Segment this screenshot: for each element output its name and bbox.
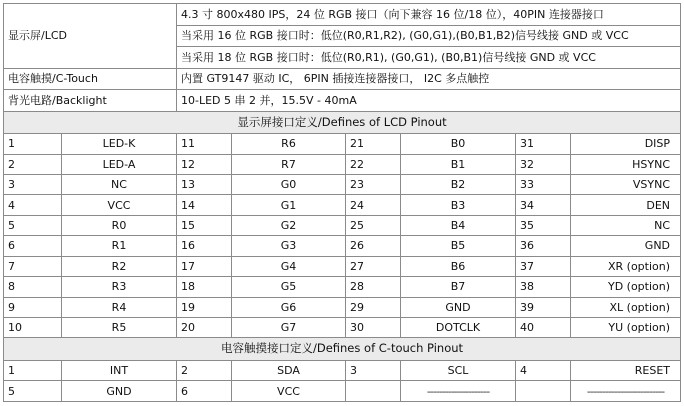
pin-number: 22 (346, 154, 401, 174)
pin-signal: R0 (62, 215, 177, 235)
pin-number: 18 (177, 277, 232, 297)
pin-number: 3 (4, 174, 62, 194)
display-spec-line: 当采用 16 位 RGB 接口时：低位(R0,R1,R2), (G0,G1),(B0,B1,B2)信号线接 GND 或 VCC (177, 25, 681, 47)
pin-signal: DISP (571, 134, 681, 154)
pin-number: 5 (4, 381, 62, 402)
pin-signal: GND (62, 381, 177, 402)
pin-number: 40 (516, 318, 571, 338)
pin-number: 6 (4, 236, 62, 256)
pin-number: 6 (177, 381, 232, 402)
pin-number: 23 (346, 174, 401, 194)
pin-signal: G2 (232, 215, 346, 235)
pin-number: 26 (346, 236, 401, 256)
pin-number: 24 (346, 195, 401, 215)
pin-number: 13 (177, 174, 232, 194)
pin-number: 39 (516, 297, 571, 317)
pin-signal: B5 (401, 236, 516, 256)
pin-signal: G1 (232, 195, 346, 215)
pin-number: 8 (4, 277, 62, 297)
pin-number: 36 (516, 236, 571, 256)
pin-signal: VCC (232, 381, 346, 402)
pin-number: 7 (4, 256, 62, 276)
pin-signal: B0 (401, 134, 516, 154)
pin-signal: LED-A (62, 154, 177, 174)
pin-signal: YD (option) (571, 277, 681, 297)
pin-signal: B7 (401, 277, 516, 297)
pin-number: 37 (516, 256, 571, 276)
pin-number: 34 (516, 195, 571, 215)
pin-signal: YU (option) (571, 318, 681, 338)
pin-number: 16 (177, 236, 232, 256)
pin-number: 30 (346, 318, 401, 338)
pin-number: 35 (516, 215, 571, 235)
pin-signal: DOTCLK (401, 318, 516, 338)
pin-number: 1 (4, 134, 62, 154)
pin-number (516, 381, 571, 402)
pin-number: 28 (346, 277, 401, 297)
pin-signal: B6 (401, 256, 516, 276)
pin-signal: G7 (232, 318, 346, 338)
pin-number: 2 (4, 154, 62, 174)
pin-signal: B4 (401, 215, 516, 235)
pin-number: 29 (346, 297, 401, 317)
pin-signal: R6 (232, 134, 346, 154)
display-spec-label: 显示屏/LCD (4, 4, 177, 69)
pin-signal: B3 (401, 195, 516, 215)
pin-signal: INT (62, 361, 177, 381)
pin-signal: G4 (232, 256, 346, 276)
pin-number: 33 (516, 174, 571, 194)
pin-signal: RESET (571, 361, 681, 381)
pin-signal: VCC (62, 195, 177, 215)
pin-signal: VSYNC (571, 174, 681, 194)
pin-number: 32 (516, 154, 571, 174)
pin-signal: NC (62, 174, 177, 194)
pin-signal: SCL (401, 361, 516, 381)
pin-signal: GND (571, 236, 681, 256)
pin-signal: LED-K (62, 134, 177, 154)
pin-number: 4 (516, 361, 571, 381)
display-spec-line: 当采用 18 位 RGB 接口时：低位(R0,R1), (G0,G1), (B0,B1)信号线接 GND 或 VCC (177, 47, 681, 69)
pin-number: 3 (346, 361, 401, 381)
pin-number: 12 (177, 154, 232, 174)
pin-signal: G6 (232, 297, 346, 317)
pin-signal: R4 (62, 297, 177, 317)
pin-signal: HSYNC (571, 154, 681, 174)
backlight-spec-label: 背光电路/Backlight (4, 90, 177, 112)
pin-signal: R1 (62, 236, 177, 256)
pin-number: 5 (4, 215, 62, 235)
pin-number: 17 (177, 256, 232, 276)
pin-number: 27 (346, 256, 401, 276)
pin-number: 21 (346, 134, 401, 154)
pin-number: 19 (177, 297, 232, 317)
empty-pin-placeholder: --------------------- (401, 381, 516, 402)
pin-number: 1 (4, 361, 62, 381)
pin-signal: G3 (232, 236, 346, 256)
pin-number: 4 (4, 195, 62, 215)
pin-signal: GND (401, 297, 516, 317)
pin-number (346, 381, 401, 402)
pin-signal: R5 (62, 318, 177, 338)
pin-signal: XR (option) (571, 256, 681, 276)
touch-spec-label: 电容触摸/C-Touch (4, 68, 177, 90)
pin-number: 25 (346, 215, 401, 235)
pin-signal: R3 (62, 277, 177, 297)
pin-number: 15 (177, 215, 232, 235)
pin-number: 9 (4, 297, 62, 317)
backlight-spec-value: 10-LED 5 串 2 并，15.5V - 40mA (177, 90, 681, 112)
pin-number: 38 (516, 277, 571, 297)
pin-number: 20 (177, 318, 232, 338)
display-spec-line: 4.3 寸 800x480 IPS，24 位 RGB 接口（向下兼容 16 位/18 位），40PIN 连接器接口 (177, 4, 681, 26)
pin-number: 11 (177, 134, 232, 154)
pin-signal: G5 (232, 277, 346, 297)
pin-signal: R2 (62, 256, 177, 276)
empty-pin-placeholder: -------------------------- (571, 381, 681, 402)
lcd-spec-table (3, 3, 681, 402)
pin-signal: XL (option) (571, 297, 681, 317)
pin-signal: NC (571, 215, 681, 235)
pin-signal: R7 (232, 154, 346, 174)
touch-pinout-title: 电容触摸接口定义/Defines of C-touch Pinout (4, 338, 681, 361)
pin-number: 2 (177, 361, 232, 381)
pin-signal: B2 (401, 174, 516, 194)
pin-signal: G0 (232, 174, 346, 194)
pin-number: 14 (177, 195, 232, 215)
pin-signal: B1 (401, 154, 516, 174)
pin-signal: SDA (232, 361, 346, 381)
pin-number: 31 (516, 134, 571, 154)
touch-spec-value: 内置 GT9147 驱动 IC， 6PIN 插接连接器接口， I2C 多点触控 (177, 68, 681, 90)
pin-number: 10 (4, 318, 62, 338)
pin-signal: DEN (571, 195, 681, 215)
lcd-pinout-title: 显示屏接口定义/Defines of LCD Pinout (4, 111, 681, 134)
